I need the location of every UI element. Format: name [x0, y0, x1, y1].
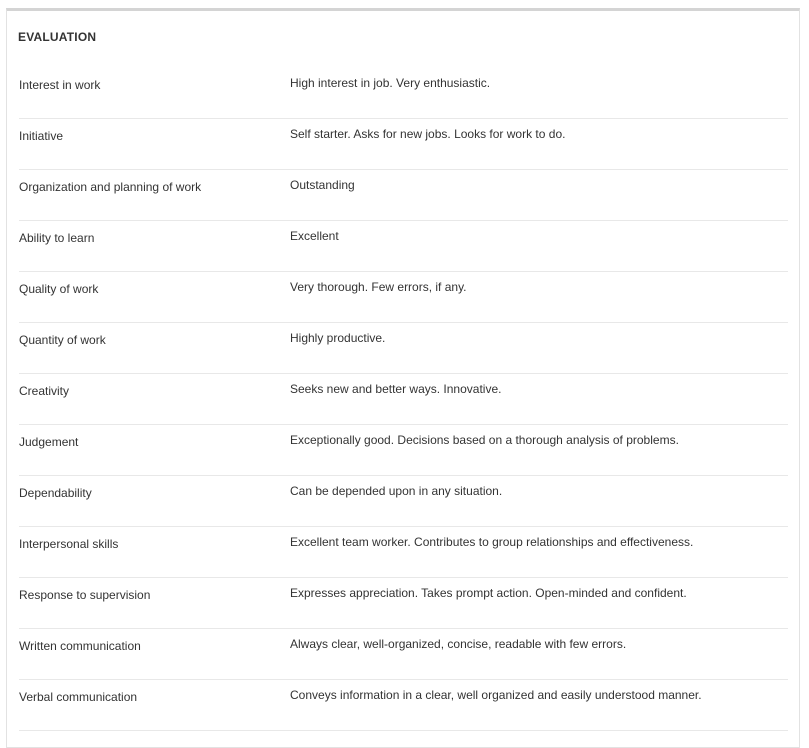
criterion-rating: Very thorough. Few errors, if any. [290, 280, 467, 294]
evaluation-row [19, 272, 788, 323]
criterion-label: Initiative [19, 129, 64, 143]
evaluation-row [19, 629, 788, 680]
criterion-label: Dependability [19, 486, 92, 500]
criterion-rating: Excellent team worker. Contributes to group relationships and effectiveness. [290, 535, 694, 549]
criterion-rating: Expresses appreciation. Takes prompt action. Open-minded and confident. [290, 586, 687, 600]
criterion-label: Quality of work [19, 282, 99, 296]
criterion-label: Verbal communication [19, 690, 138, 704]
evaluation-row [19, 221, 788, 272]
evaluation-row [19, 578, 788, 629]
evaluation-row [19, 68, 788, 119]
evaluation-list [19, 68, 788, 731]
criterion-rating: Highly productive. [290, 331, 386, 345]
criterion-label: Response to supervision [19, 588, 151, 602]
criterion-label: Organization and planning of work [19, 180, 202, 194]
criterion-rating: Excellent [290, 229, 339, 243]
criterion-rating: Conveys information in a clear, well organized and easily understood manner. [290, 688, 702, 702]
evaluation-row [19, 323, 788, 374]
criterion-label: Interest in work [19, 78, 101, 92]
evaluation-row [19, 119, 788, 170]
evaluation-row [19, 476, 788, 527]
section-title: EVALUATION [18, 30, 97, 44]
criterion-label: Quantity of work [19, 333, 106, 347]
criterion-label: Interpersonal skills [19, 537, 119, 551]
evaluation-row [19, 425, 788, 476]
criterion-rating: Always clear, well-organized, concise, readable with few errors. [290, 637, 627, 651]
criterion-label: Judgement [19, 435, 79, 449]
evaluation-row [19, 527, 788, 578]
criterion-rating: Can be depended upon in any situation. [290, 484, 503, 498]
criterion-rating: High interest in job. Very enthusiastic. [290, 76, 491, 90]
evaluation-row [19, 170, 788, 221]
criterion-rating: Seeks new and better ways. Innovative. [290, 382, 502, 396]
evaluation-panel [6, 8, 800, 748]
criterion-rating: Exceptionally good. Decisions based on a thorough analysis of problems. [290, 433, 679, 447]
criterion-label: Written communication [19, 639, 141, 653]
criterion-rating: Outstanding [290, 178, 355, 192]
criterion-rating: Self starter. Asks for new jobs. Looks for work to do. [290, 127, 566, 141]
criterion-label: Creativity [19, 384, 70, 398]
criterion-label: Ability to learn [19, 231, 95, 245]
evaluation-row [19, 374, 788, 425]
evaluation-row [19, 680, 788, 731]
